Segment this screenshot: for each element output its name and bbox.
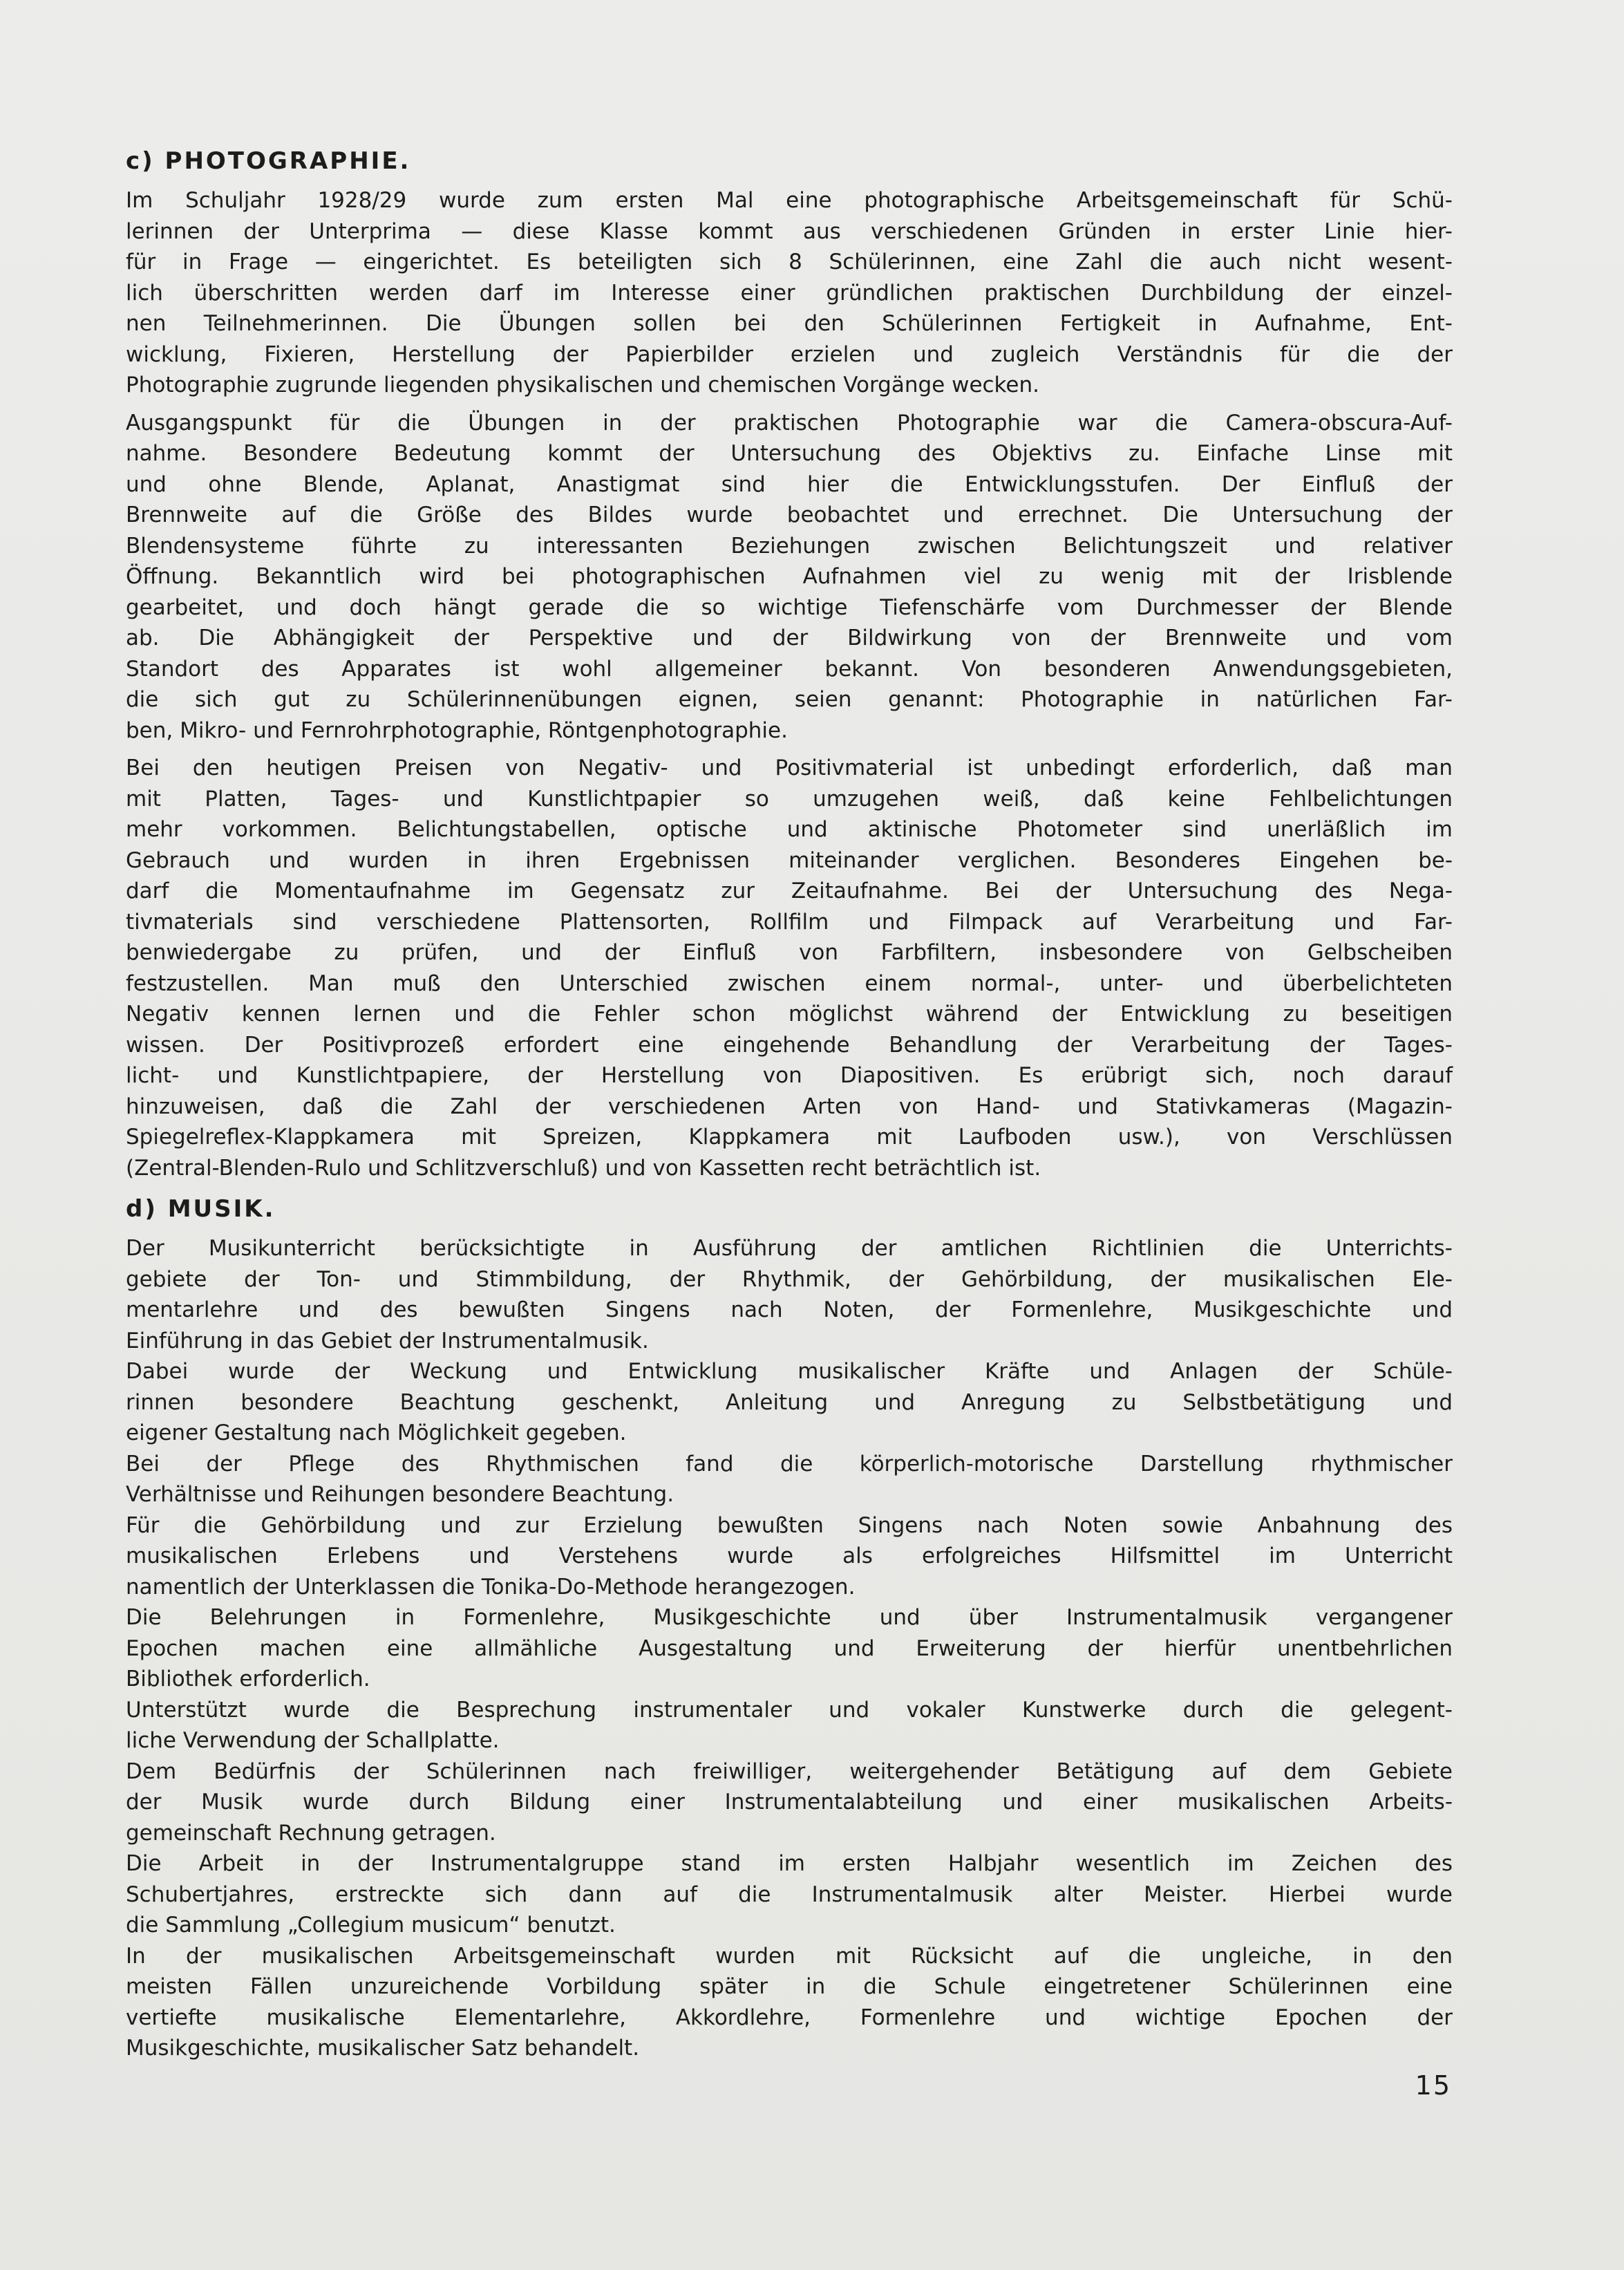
text-line: Gebrauch und wurden in ihren Ergebnissen miteinander verglichen. Besonderes Eingehen be- — [126, 847, 1453, 873]
text-line: festzustellen. Man muß den Unterschied zwischen einem normal-, unter- und überbelichteten — [126, 970, 1453, 996]
text-line: die Sammlung „Collegium musicum“ benutzt. — [126, 1913, 616, 1938]
paragraph — [126, 1941, 1453, 2064]
section-heading: c) PHOTOGRAPHIE. — [126, 147, 411, 175]
text-line: Negativ kennen lernen und die Fehler schon möglichst während der Entwicklung zu beseitigen — [126, 1002, 1453, 1026]
text-line: rinnen besondere Beachtung geschenkt, Anleitung und Anregung zu Selbstbetätigung und — [126, 1389, 1453, 1415]
text-line: nahme. Besondere Bedeutung kommt der Untersuchung des Objektivs zu. Einfache Linse mit — [126, 441, 1453, 466]
text-line: (Zentral-Blenden-Rulo und Schlitzverschluß) und von Kassetten recht beträchtlich ist. — [126, 1155, 1041, 1181]
text-line: Epochen machen eine allmähliche Ausgestaltung und Erweiterung der hierfür unentbehrlichen — [126, 1635, 1453, 1661]
section-photographie — [126, 142, 1453, 1183]
text-line: für in Frage — eingerichtet. Es beteiligten sich 8 Schülerinnen, eine Zahl die auch nicht wesent- — [126, 250, 1453, 274]
text-line: lerinnen der Unterprima — diese Klasse kommt aus verschiedenen Gründen in erster Linie hier- — [126, 218, 1453, 244]
page-number: 15 — [1415, 2070, 1451, 2101]
text-line: wissen. Der Positivprozeß erfordert eine eingehende Behandlung der Verarbeitung der Tages- — [126, 1032, 1453, 1058]
text-line: eigener Gestaltung nach Möglichkeit gegeben. — [126, 1420, 627, 1445]
text-line: Die Arbeit in der Instrumentalgruppe stand im ersten Halbjahr wesentlich im Zeichen des — [126, 1851, 1453, 1876]
text-line: lich überschritten werden darf im Interesse einer gründlichen praktischen Durchbildung der einzel- — [126, 280, 1453, 306]
paragraph — [126, 1449, 1453, 1510]
text-line: wicklung, Fixieren, Herstellung der Papierbilder erzielen und zugleich Verständnis für die der — [126, 341, 1453, 367]
text-line: meisten Fällen unzureichende Vorbildung später in die Schule eingetretener Schülerinnen eine — [126, 1974, 1453, 1999]
paragraph — [126, 1510, 1453, 1603]
paragraph — [126, 1356, 1453, 1449]
text-line: Die Belehrungen in Formenlehre, Musikgeschichte und über Instrumentalmusik vergangener — [126, 1605, 1453, 1630]
section-heading: d) MUSIK. — [126, 1195, 276, 1223]
text-line: Verhältnisse und Reihungen besondere Beachtung. — [126, 1482, 674, 1507]
text-line: mit Platten, Tages- und Kunstlichtpapier so umzugehen weiß, daß keine Fehlbelichtungen — [126, 786, 1453, 812]
text-line: gemeinschaft Rechnung getragen. — [126, 1820, 496, 1846]
text-line: die sich gut zu Schülerinnenübungen eignen, seien genannt: Photographie in natürlichen Far- — [126, 687, 1453, 712]
text-line: namentlich der Unterklassen die Tonika-Do-Methode herangezogen. — [126, 1574, 856, 1600]
text-line: vertiefte musikalische Elementarlehre, Akkordlehre, Formenlehre und wichtige Epochen der — [126, 2005, 1453, 2030]
text-line: liche Verwendung der Schallplatte. — [126, 1728, 500, 1753]
paragraph — [126, 408, 1453, 747]
text-line: mehr vorkommen. Belichtungstabellen, optische und aktinische Photometer sind unerläßlich im — [126, 817, 1453, 842]
paragraph — [126, 1848, 1453, 1941]
text-line: ben, Mikro- und Fernrohrphotographie, Röntgenphotographie. — [126, 717, 788, 743]
text-line: benwiedergabe zu prüfen, und der Einfluß von Farbfiltern, insbesondere von Gelbscheiben — [126, 940, 1453, 965]
text-line: nen Teilnehmerinnen. Die Übungen sollen bei den Schülerinnen Fertigkeit in Aufnahme, Ent- — [126, 311, 1453, 336]
text-line: ab. Die Abhängigkeit der Perspektive und der Bildwirkung von der Brennweite und vom — [126, 626, 1453, 650]
text-line: musikalischen Erlebens und Verstehens wurde als erfolgreiches Hilfsmittel im Unterricht — [126, 1544, 1453, 1568]
text-line: In der musikalischen Arbeitsgemeinschaft wurden mit Rücksicht auf die ungleiche, in den — [126, 1943, 1453, 1969]
text-line: Musikgeschichte, musikalischer Satz behandelt. — [126, 2036, 640, 2061]
section-musik — [126, 1190, 1453, 2064]
text-line: Öffnung. Bekanntlich wird bei photographischen Aufnahmen viel zu wenig mit der Irisblende — [126, 564, 1453, 589]
text-line: Unterstützt wurde die Besprechung instrumentaler und vokaler Kunstwerke durch die gelegent- — [126, 1697, 1453, 1723]
text-line: Schubertjahres, erstreckte sich dann auf die Instrumentalmusik alter Meister. Hierbei wurde — [126, 1882, 1453, 1907]
text-line: Bei der Pflege des Rhythmischen fand die körperlich-motorische Darstellung rhythmischer — [126, 1451, 1453, 1476]
text-line: Brennweite auf die Größe des Bildes wurde beobachtet und errechnet. Die Untersuchung der — [126, 503, 1453, 527]
text-line: Im Schuljahr 1928/29 wurde zum ersten Mal eine photographische Arbeitsgemeinschaft für Schü- — [126, 188, 1453, 213]
page-content — [126, 142, 1453, 2064]
text-line: Der Musikunterricht berücksichtigte in Ausführung der amtlichen Richtlinien die Unterrichts- — [126, 1236, 1453, 1261]
text-line: Spiegelreflex-Klappkamera mit Spreizen, Klappkamera mit Laufboden usw.), von Verschlüssen — [126, 1125, 1453, 1150]
text-line: Einführung in das Gebiet der Instrumentalmusik. — [126, 1328, 649, 1353]
text-line: darf die Momentaufnahme im Gegensatz zur Zeitaufnahme. Bei der Untersuchung des Nega- — [126, 879, 1453, 903]
text-line: Dabei wurde der Weckung und Entwicklung musikalischer Kräfte und Anlagen der Schüle- — [126, 1359, 1453, 1384]
text-line: Blendensysteme führte zu interessanten Beziehungen zwischen Belichtungszeit und relativer — [126, 533, 1453, 559]
text-line: Standort des Apparates ist wohl allgemeiner bekannt. Von besonderen Anwendungsgebieten, — [126, 656, 1453, 682]
paragraph — [126, 1695, 1453, 1756]
text-line: Dem Bedürfnis der Schülerinnen nach freiwilliger, weitergehender Betätigung auf dem Gebiete — [126, 1758, 1453, 1784]
paragraph — [126, 1233, 1453, 1356]
text-line: Bibliothek erforderlich. — [126, 1667, 370, 1691]
paragraph — [126, 185, 1453, 401]
text-line: gebiete der Ton- und Stimmbildung, der Rhythmik, der Gehörbildung, der musikalischen Ele- — [126, 1266, 1453, 1292]
text-line: licht- und Kunstlichtpapiere, der Herstellung von Diapositiven. Es erübrigt sich, noch darauf — [126, 1063, 1453, 1088]
text-line: Ausgangspunkt für die Übungen in der praktischen Photographie war die Camera-obscura-Auf- — [126, 410, 1453, 435]
paragraph — [126, 753, 1453, 1183]
text-line: und ohne Blende, Aplanat, Anastigmat sind hier die Entwicklungsstufen. Der Einfluß der — [126, 471, 1453, 497]
paragraph — [126, 1602, 1453, 1695]
text-line: der Musik wurde durch Bildung einer Instrumentalabteilung und einer musikalischen Arbeits- — [126, 1790, 1453, 1814]
text-line: gearbeitet, und doch hängt gerade die so wichtige Tiefenschärfe vom Durchmesser der Blende — [126, 594, 1453, 620]
paragraph — [126, 1756, 1453, 1849]
text-line: Für die Gehörbildung und zur Erzielung bewußten Singens nach Noten sowie Anbahnung des — [126, 1512, 1453, 1538]
text-line: hinzuweisen, daß die Zahl der verschiedenen Arten von Hand- und Stativkameras (Magazin- — [126, 1094, 1453, 1119]
text-line: Bei den heutigen Preisen von Negativ- und Positivmaterial ist unbedingt erforderlich, daß man — [126, 756, 1453, 780]
text-line: mentarlehre und des bewußten Singens nach Noten, der Formenlehre, Musikgeschichte und — [126, 1297, 1453, 1322]
text-line: tivmaterials sind verschiedene Plattensorten, Rollfilm und Filmpack auf Verarbeitung und Far- — [126, 909, 1453, 935]
text-line: Photographie zugrunde liegenden physikalischen und chemischen Vorgänge wecken. — [126, 373, 1039, 397]
